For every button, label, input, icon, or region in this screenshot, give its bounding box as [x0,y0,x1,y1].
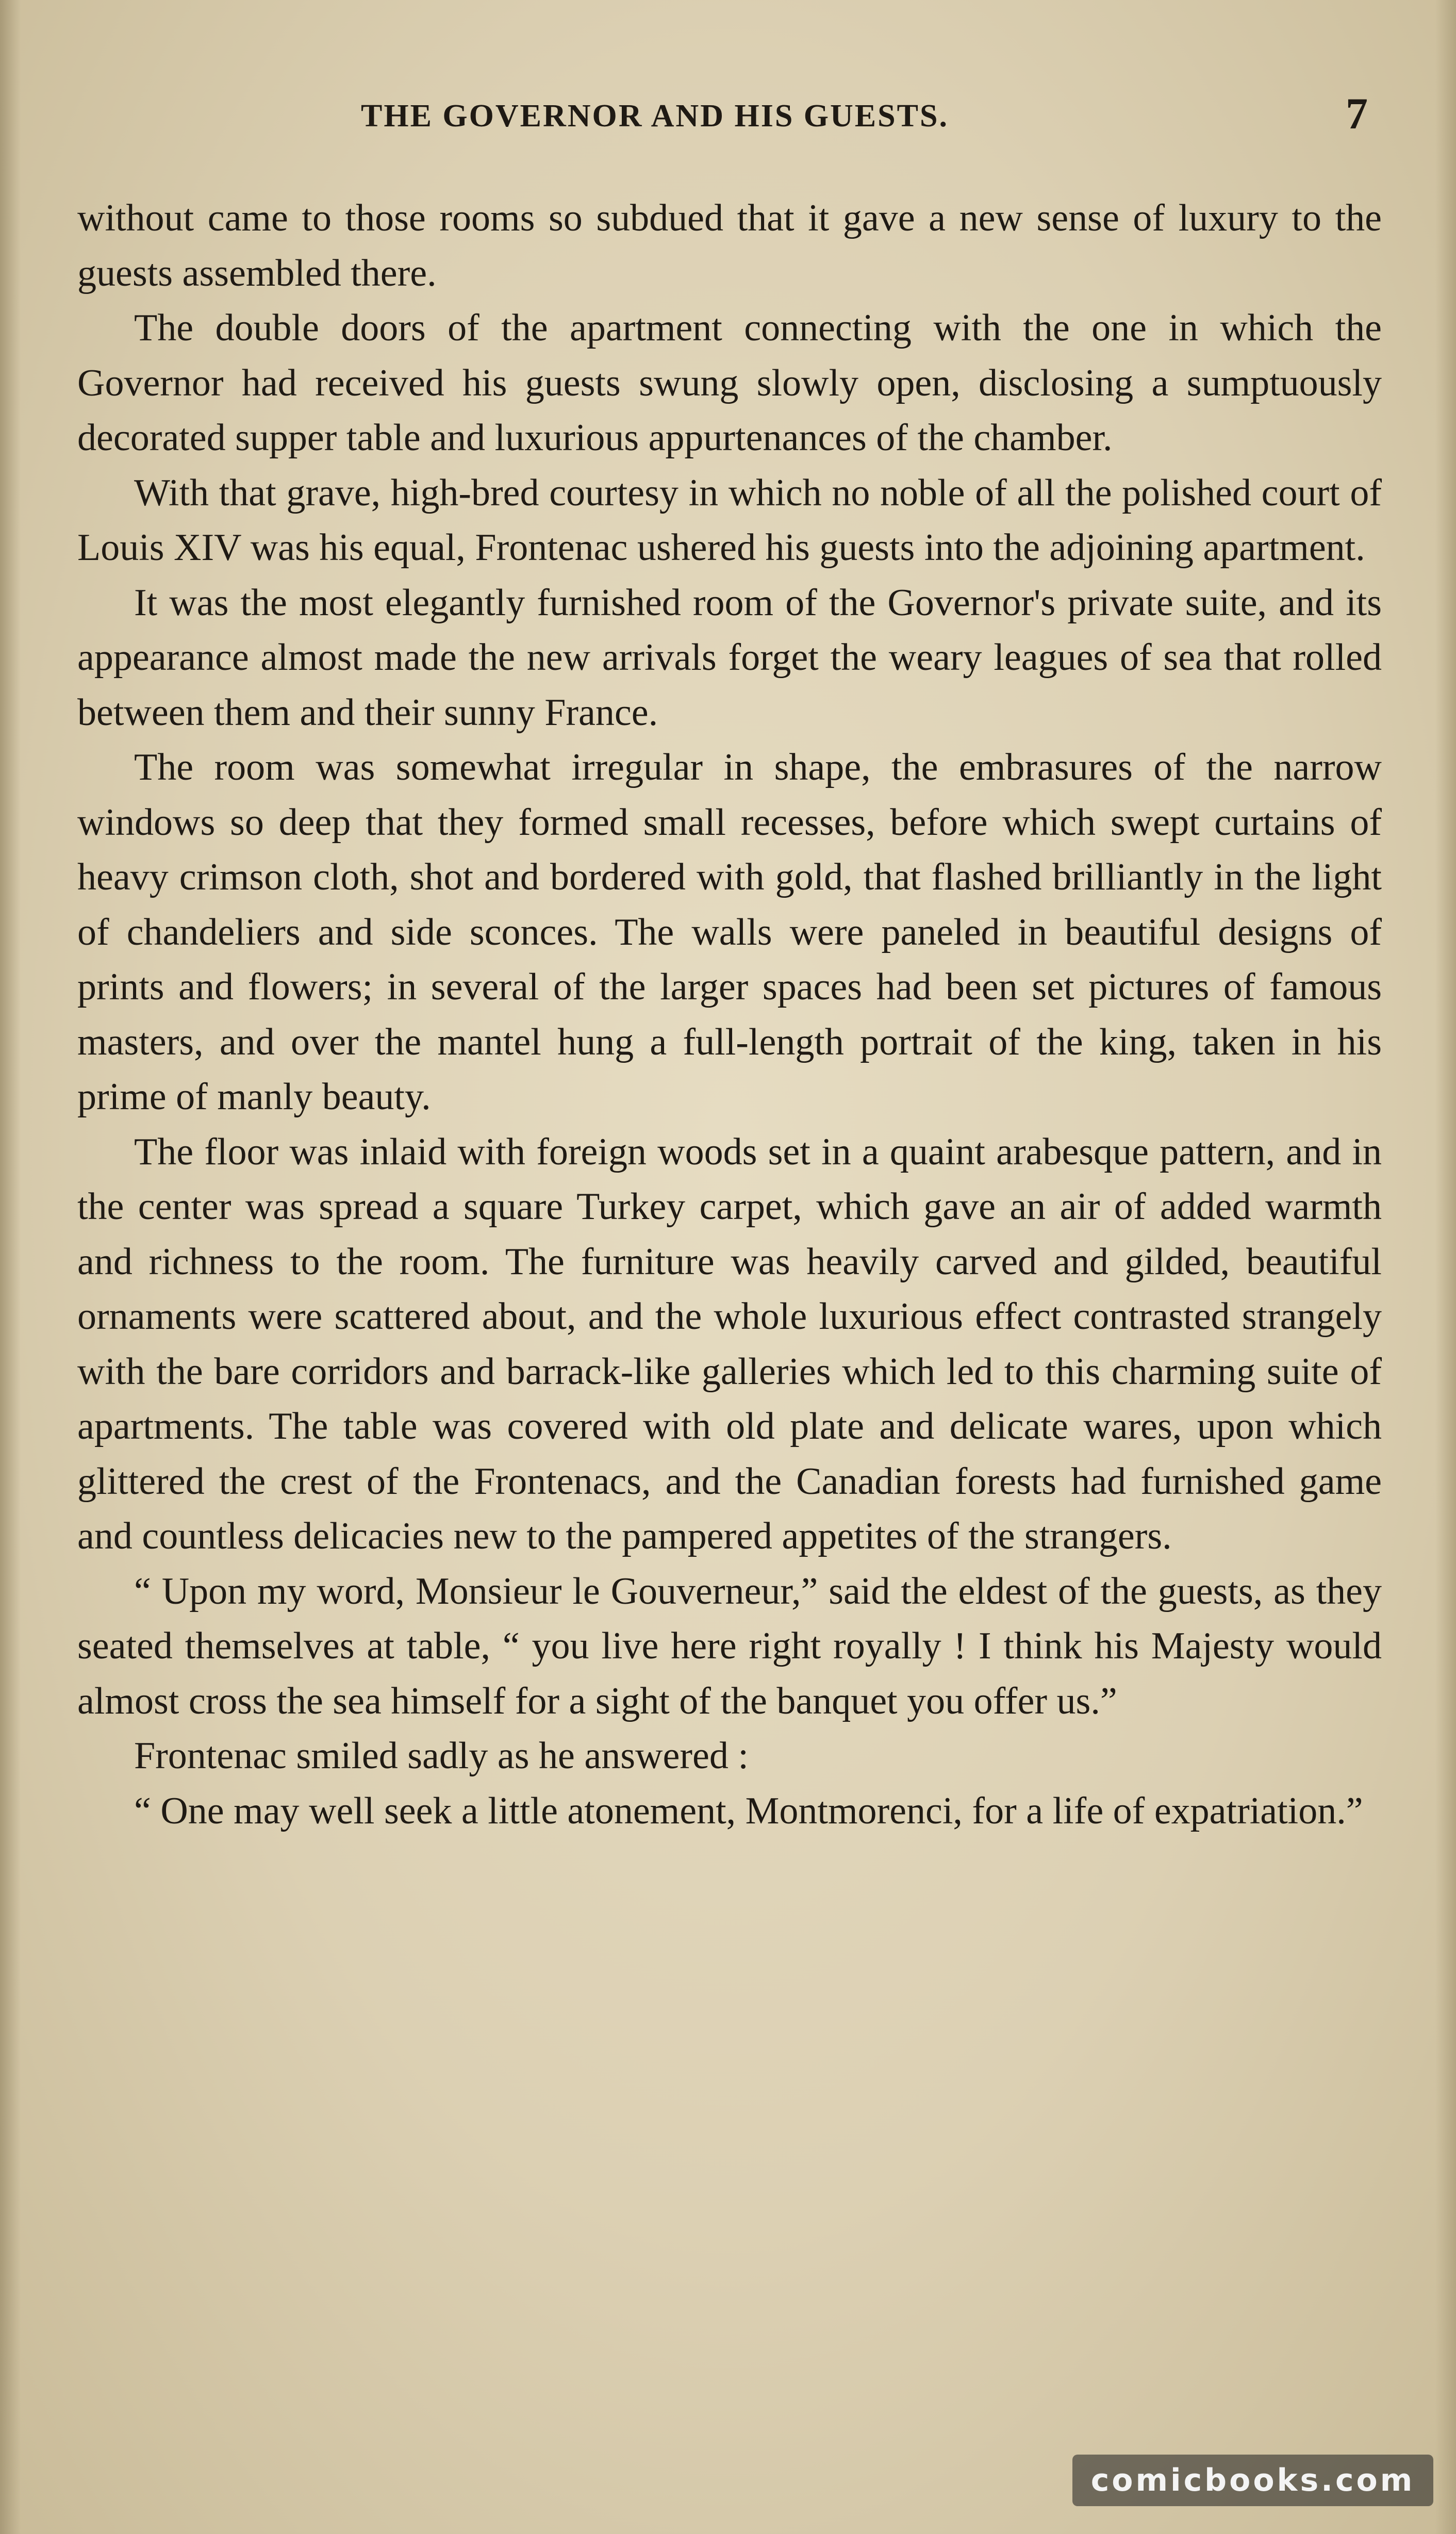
paragraph: The room was somewhat irregular in shape, the embrasures of the narrow windows so deep that they formed small recesses, before which swept curtains of heavy crimson cloth, shot and bordered with gold, that flashed brilliantly in the light of chandeliers and side sconces. The walls were paneled in beautiful designs of prints and flowers; in several of the larger spaces had been set pictures of famous masters, and over the mantel hung a full-length portrait of the king, taken in his prime of manly beauty. [77,746,1382,1118]
page-edge-right [1435,0,1456,2534]
running-title: THE GOVERNOR AND HIS GUESTS. [361,98,949,134]
paragraph: without came to those rooms so subdued that it gave a new sense of luxury to the guests assembled there. [77,197,1382,294]
body-text [77,191,1382,1838]
watermark: comicbooks.com [1072,2455,1433,2506]
paragraph: “ One may well seek a little atonement, Montmorenci, for a life of expatriation.” [134,1789,1363,1832]
paragraph: It was the most elegantly furnished room of the Governor's private suite, and its appearance almost made the new arrivals forget the weary leagues of sea that rolled between them and their sunny France. [77,581,1382,734]
page-number: 7 [1346,89,1368,138]
paragraph: Frontenac smiled sadly as he answered : [134,1735,749,1777]
paragraph: The double doors of the apartment connecting with the one in which the Governor had received his guests swung slowly open, disclosing a sumptuously decorated supper table and luxurious appurtenances of the chamber. [77,307,1382,459]
page-edge-left [0,0,21,2534]
paragraph: The floor was inlaid with foreign woods set in a quaint arabesque pattern, and in the center was spread a square Turkey carpet, which gave an air of added warmth and richness to the room. The furniture was heavily carved and gilded, beautiful ornaments were scattered about, and the whole luxurious effect contrasted strangely with the bare corridors and barrack-like galleries which led to this charming suite of apartments. The table was covered with old plate and delicate wares, upon which glittered the crest of the Frontenacs, and the Canadian forests had furnished game and countless delicacies new to the pampered appetites of the strangers. [77,1130,1382,1557]
paragraph: With that grave, high-bred courtesy in which no noble of all the polished court of Louis XIV was his equal, Frontenac ushered his guests into the adjoining apartment. [77,471,1382,569]
running-head [0,88,1456,144]
paragraph: “ Upon my word, Monsieur le Gouverneur,” said the eldest of the guests, as they seated themselves at table, “ you live here right royally ! I think his Majesty would almost cross the sea himself for a sight of the banquet you offer us.” [77,1570,1382,1722]
